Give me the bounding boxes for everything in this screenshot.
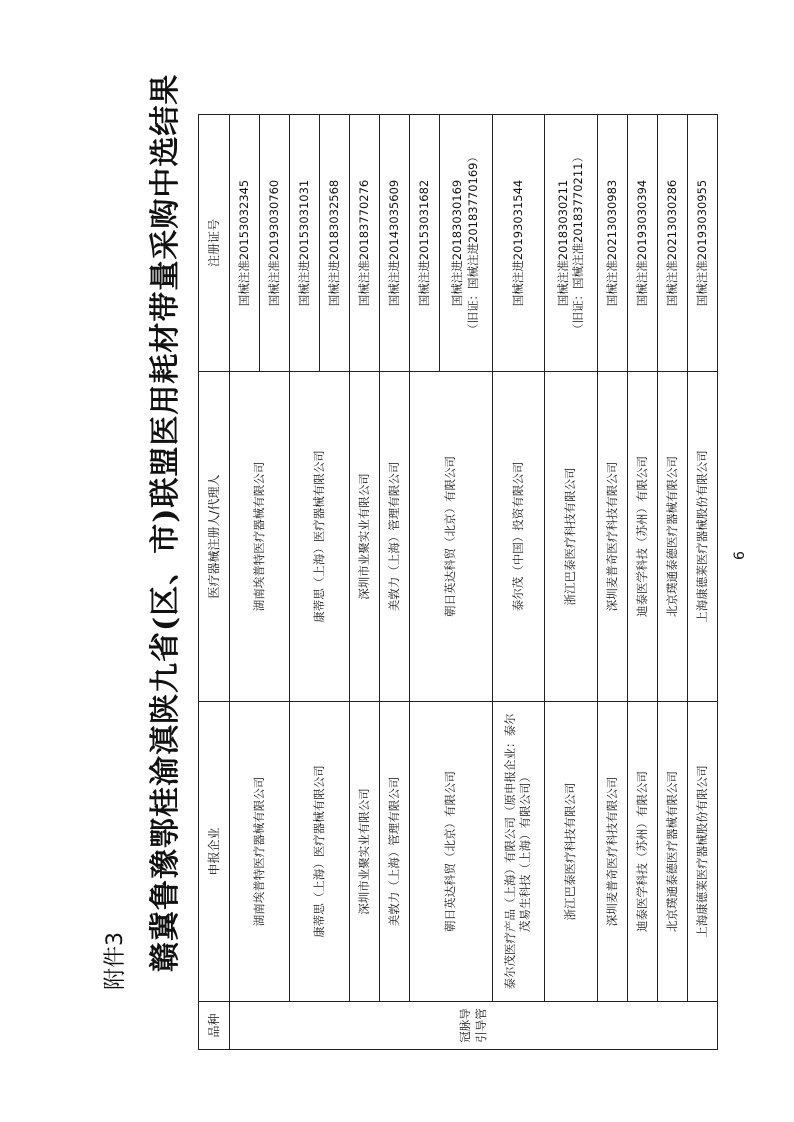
reg-number-cell xyxy=(379,115,409,372)
applicant-cell: 湖南埃普特医疗器械有限公司 xyxy=(230,702,290,1002)
reg-number-cell xyxy=(657,115,687,372)
reg-number-cell xyxy=(230,115,260,372)
reg-number: 国械注准20183030211 xyxy=(555,179,570,307)
registrant-cell: 北京璞通泰德医疗器械有限公司 xyxy=(657,372,687,702)
registrant-cell: 浙江巴泰医疗科技有限公司 xyxy=(545,372,598,702)
reg-number: 国械注进20153031031 xyxy=(296,179,311,307)
table-row xyxy=(349,115,379,1050)
header-registrant: 医疗器械注册人/代理人 xyxy=(199,372,230,702)
table-header-row xyxy=(199,115,230,1050)
header-reg-number: 注册证号 xyxy=(199,115,230,372)
reg-number: 国械注进20183032568 xyxy=(326,179,341,307)
reg-number-cell xyxy=(439,115,492,372)
registrant-cell: 美敦力（上海）管理有限公司 xyxy=(379,372,409,702)
reg-number: 国械注准20193030394 xyxy=(634,179,649,307)
reg-number: （旧证：国械注准20183770211） xyxy=(571,151,586,335)
applicant-cell: 北京璞通泰德医疗器械有限公司 xyxy=(657,702,687,1002)
registrant-cell: 康蒂思（上海）医疗器械有限公司 xyxy=(289,372,349,702)
reg-number: 国械注准20153032345 xyxy=(236,179,251,307)
applicant-cell: 迪泰医学科技（苏州）有限公司 xyxy=(627,702,657,1002)
reg-number: 国械注准20213030286 xyxy=(664,179,679,307)
reg-number-cell xyxy=(319,115,349,372)
attachment-label: 附件3 xyxy=(103,932,128,990)
applicant-cell: 浙江巴泰医疗科技有限公司 xyxy=(545,702,598,1002)
applicant-cell: 朝日英达科贸（北京）有限公司 xyxy=(409,702,492,1002)
page-number: 6 xyxy=(732,551,748,560)
table-body xyxy=(230,115,718,1050)
reg-number-cell xyxy=(409,115,439,372)
registrant-cell: 朝日英达科贸（北京）有限公司 xyxy=(409,372,492,702)
document-title: 赣冀鲁豫鄂桂渝滇陕九省(区、市)联盟医用耗材带量采购中选结果 xyxy=(148,73,183,972)
table-row xyxy=(230,115,260,1050)
reg-number: 国械注准20183770276 xyxy=(356,179,371,307)
reg-number-cell xyxy=(597,115,627,372)
reg-number: 国械注准20193030760 xyxy=(266,179,281,307)
table-row xyxy=(409,115,439,1050)
reg-number: 国械注准20193030955 xyxy=(694,179,709,307)
category-cell: 冠脉导引导管 xyxy=(230,1002,718,1050)
reg-number-cell xyxy=(627,115,657,372)
registrant-cell: 迪泰医学科技（苏州）有限公司 xyxy=(627,372,657,702)
reg-number: 国械注进20193031544 xyxy=(510,179,525,307)
header-category: 品种 xyxy=(199,1002,230,1050)
results-table xyxy=(198,114,718,1050)
registrant-cell: 湖南埃普特医疗器械有限公司 xyxy=(230,372,290,702)
header-applicant: 申报企业 xyxy=(199,702,230,1002)
reg-number: （旧证：国械注进20183770169） xyxy=(465,151,480,335)
reg-number: 国械注进20183030169 xyxy=(450,179,465,307)
applicant-cell: 深圳麦普奇医疗科技有限公司 xyxy=(597,702,627,1002)
applicant-cell: 康蒂思（上海）医疗器械有限公司 xyxy=(289,702,349,1002)
reg-number: 国械注进20143035609 xyxy=(386,179,401,307)
applicant-cell: 深圳市业聚实业有限公司 xyxy=(349,702,379,1002)
table-row xyxy=(379,115,409,1050)
table-row xyxy=(627,115,657,1050)
table-row xyxy=(657,115,687,1050)
registrant-cell: 上海康德莱医疗器械股份有限公司 xyxy=(687,372,717,702)
reg-number-cell xyxy=(289,115,319,372)
reg-number-cell xyxy=(687,115,717,372)
table-row xyxy=(687,115,717,1050)
applicant-cell: 泰尔茂医疗产品（上海）有限公司（原申报企业：泰尔茂易生科技（上海）有限公司） xyxy=(492,702,545,1002)
applicant-cell: 美敦力（上海）管理有限公司 xyxy=(379,702,409,1002)
table-row xyxy=(492,115,545,1050)
reg-number: 国械注进20153031682 xyxy=(416,179,431,307)
reg-number-cell xyxy=(545,115,598,372)
registrant-cell: 深圳市业聚实业有限公司 xyxy=(349,372,379,702)
registrant-cell: 泰尔茂（中国）投资有限公司 xyxy=(492,372,545,702)
applicant-cell: 上海康德莱医疗器械股份有限公司 xyxy=(687,702,717,1002)
table-row xyxy=(545,115,598,1050)
reg-number: 国械注准20213030983 xyxy=(604,179,619,307)
table-row xyxy=(289,115,319,1050)
reg-number-cell xyxy=(492,115,545,372)
results-table-wrapper xyxy=(198,115,718,1050)
registrant-cell: 深圳麦普奇医疗科技有限公司 xyxy=(597,372,627,702)
table-row xyxy=(597,115,627,1050)
reg-number-cell xyxy=(259,115,289,372)
reg-number-cell xyxy=(349,115,379,372)
